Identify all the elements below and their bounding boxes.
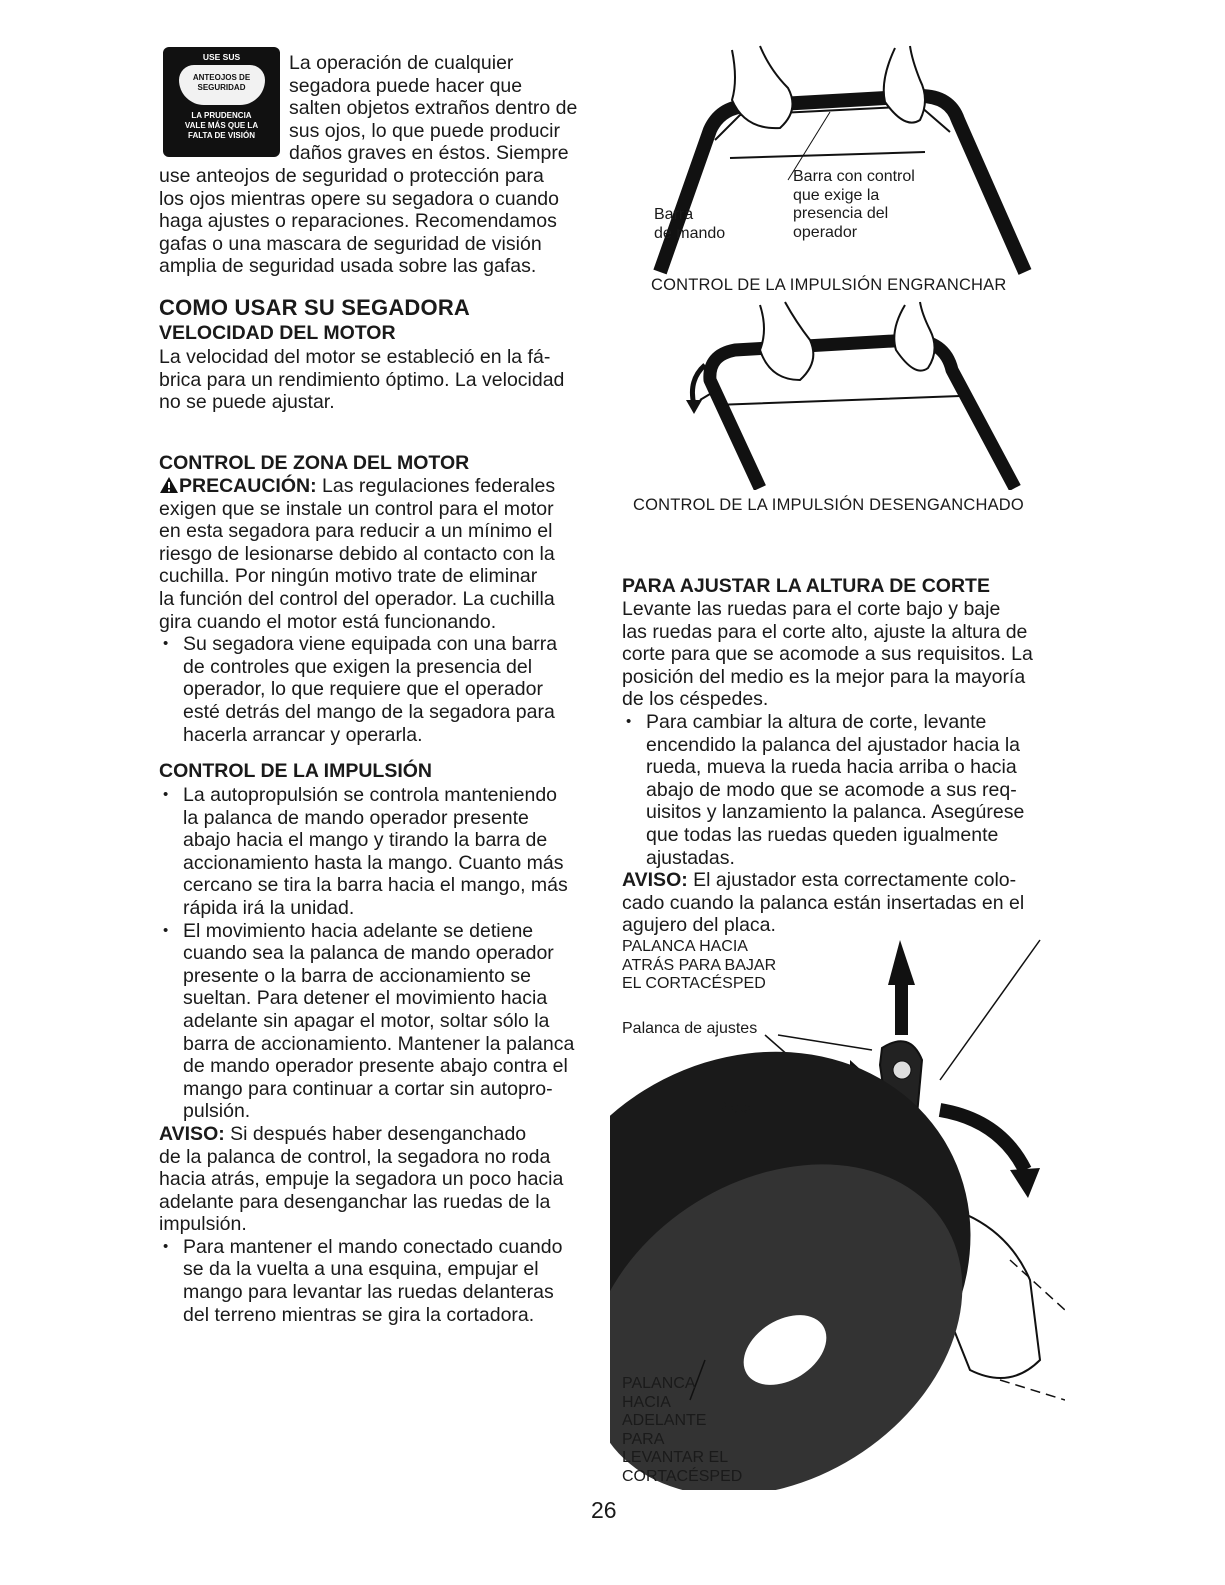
- badge-goggle-text-2: SEGURIDAD: [197, 83, 246, 92]
- text-span: Las regulaciones federales: [316, 475, 556, 497]
- fig3-label-back: [622, 938, 776, 994]
- badge-top-text: USE SUS: [202, 52, 241, 62]
- text-line: de mando: [654, 224, 726, 242]
- text-line: agujero del placa.: [622, 914, 776, 937]
- text-line: PALANCA HACIA: [622, 938, 748, 955]
- velocidad-paragraph: [159, 346, 564, 414]
- fig2-caption: CONTROL DE LA IMPULSIÓN DESENGANCHADO: [633, 496, 1024, 514]
- intro-paragraph: [159, 165, 559, 278]
- text-line: LEVANTAR EL: [622, 1449, 729, 1466]
- badge-bottom-text-3: FALTA DE VISIÓN: [188, 131, 255, 140]
- text-line: La velocidad del motor se estableció en la fá-: [159, 346, 551, 368]
- text-line: hacia atrás, empuje la segadora un poco hacia: [159, 1168, 564, 1191]
- text-line: uisitos y lanzamiento la palanca. Asegúrese: [646, 801, 1025, 824]
- precaucion-label: PRECAUCIÓN:: [179, 475, 317, 497]
- page-number: 26: [591, 1497, 617, 1523]
- text-line: • La autopropulsión se controla manteniendo: [183, 784, 558, 806]
- text-line: ATRÁS PARA BAJAR: [622, 956, 777, 974]
- text-line: de los céspedes.: [622, 688, 769, 711]
- section-title-como-usar: COMO USAR SU SEGADORA: [159, 295, 470, 320]
- text-line: se da la vuelta a una esquina, empujar el: [183, 1258, 539, 1281]
- fig1-label-barra: [654, 206, 725, 243]
- text-line: accionamiento hasta la mango. Cuanto más: [183, 851, 564, 874]
- text-line: mango para levantar las ruedas delanteras: [183, 1281, 554, 1304]
- text-line: adelante sin apagar el motor, soltar sólo la: [183, 1009, 550, 1032]
- text-line: haga ajustes o reparaciones. Recomendamos: [159, 210, 557, 233]
- list-item: [159, 1236, 599, 1326]
- text-line: posición del medio es la mejor para la mayoría: [622, 665, 1026, 688]
- fig1-caption: CONTROL DE LA IMPULSIÓN ENGRANCHAR: [651, 276, 1007, 294]
- text-line: la palanca de mando operador presente: [183, 806, 529, 829]
- text-line: Barra: [654, 206, 694, 223]
- aviso-label: AVISO:: [622, 869, 688, 892]
- text-line: La operación de cualquier: [289, 52, 514, 74]
- text-line: barra de accionamiento. Mantener la palanca: [183, 1032, 575, 1055]
- text-line: del terreno mientras se gira la cortadora.: [183, 1303, 535, 1326]
- text-line: operador, lo que requiere que el operador: [183, 678, 543, 701]
- zona-paragraph: [159, 475, 599, 746]
- intro-beside-badge: [289, 52, 577, 165]
- text-line: use anteojos de seguridad o protección para: [159, 165, 544, 187]
- badge-bottom-text-2: VALE MÁS QUE LA: [184, 121, 259, 130]
- text-line: las ruedas para el corte alto, ajuste la altura de: [622, 620, 1028, 643]
- text-line: abajo de modo que se acomode a sus req-: [646, 778, 1017, 801]
- text-span: El ajustador esta correctamente colo-: [687, 869, 1017, 892]
- text-line: presente o la barra de accionamiento se: [183, 964, 531, 987]
- subsection-title-velocidad: VELOCIDAD DEL MOTOR: [159, 322, 396, 344]
- fig3-label-lever: Palanca de ajustes: [622, 1020, 758, 1037]
- text-line: impulsión.: [159, 1213, 247, 1236]
- text-line: encendido la palanca del ajustador hacia la: [646, 733, 1021, 756]
- text-line: ADELANTE: [622, 1412, 707, 1429]
- badge-bottom-text-1: LA PRUDENCIA: [191, 111, 252, 120]
- text-line: ajustadas.: [646, 846, 735, 869]
- text-line: adelante para desenganchar las ruedas de la: [159, 1190, 551, 1213]
- text-line: de la palanca de control, la segadora no roda: [159, 1145, 551, 1168]
- subsection-title-altura: PARA AJUSTAR LA ALTURA DE CORTE: [622, 575, 990, 597]
- fig3-label-forward: [622, 1375, 742, 1486]
- text-line: la función del control del operador. La cuchilla: [159, 587, 555, 610]
- text-line: gafas o una mascara de seguridad de visión: [159, 232, 542, 255]
- fig3-label-plate: Placa: [716, 1100, 757, 1117]
- text-line: brica para un rendimiento óptimo. La velocidad: [159, 368, 565, 391]
- list-item: [622, 711, 1062, 869]
- text-line: • Para mantener el mando conectado cuando: [183, 1235, 563, 1258]
- fig1-label-operator-bar: [793, 168, 915, 242]
- warning-triangle-icon: [159, 476, 179, 494]
- text-line: sus ojos, lo que puede producir: [289, 119, 561, 142]
- text-line: EL CORTACÉSPED: [622, 975, 766, 992]
- subsection-title-impulsion: CONTROL DE LA IMPULSIÓN: [159, 760, 432, 782]
- text-line: corte para que se acomode a sus requisitos. La: [622, 643, 1033, 666]
- text-line: cado cuando la palanca están insertadas en el: [622, 891, 1025, 914]
- aviso-line: [159, 1123, 599, 1146]
- text-line: no se puede ajustar.: [159, 391, 335, 414]
- text-line: mango para continuar a cortar sin autopro-: [183, 1077, 553, 1100]
- text-line: CORTACÉSPED: [622, 1467, 743, 1485]
- text-line: gira cuando el motor está funcionando.: [159, 610, 497, 633]
- text-line: Levante las ruedas para el corte bajo y baje: [622, 598, 1001, 620]
- impulsion-paragraph: [159, 784, 599, 1326]
- text-line: daños graves en éstos. Siempre: [289, 142, 569, 165]
- altura-paragraph: [622, 598, 1062, 937]
- text-line: presencia del: [793, 205, 889, 222]
- text-line: pulsión.: [183, 1100, 251, 1123]
- text-line: operador: [793, 223, 858, 241]
- text-line: amplia de seguridad usada sobre las gafas.: [159, 255, 537, 278]
- text-line: rueda, mueva la rueda hacia arriba o hacia: [646, 756, 1017, 779]
- text-line: de mando operador presente abajo contra el: [183, 1055, 568, 1078]
- text-line: • El movimiento hacia adelante se detiene: [183, 919, 534, 942]
- text-line: hacerla arrancar y operarla.: [183, 723, 423, 746]
- text-line: cuando sea la palanca de mando operador: [183, 942, 554, 965]
- text-line: riesgo de lesionarse debido al contacto con la: [159, 542, 555, 565]
- text-line: que todas las ruedas queden igualmente: [646, 823, 999, 846]
- text-line: cercano se tira la barra hacia el mango, más: [183, 874, 568, 897]
- text-line: HACIA: [622, 1393, 671, 1411]
- drive-disengaged-illustration: [660, 300, 1030, 490]
- text-line: abajo hacia el mango y tirando la barra de: [183, 829, 548, 852]
- text-line: que exige la: [793, 186, 880, 204]
- text-span: Si después haber desenganchado: [224, 1122, 527, 1145]
- text-line: PARA: [622, 1430, 665, 1448]
- text-line: segadora puede hacer que: [289, 74, 523, 97]
- text-line: en esta segadora para reducir a un mínimo el: [159, 520, 553, 543]
- aviso-line: [622, 869, 1062, 892]
- text-line: • Para cambiar la altura de corte, levante: [646, 710, 987, 733]
- subsection-title-zona: CONTROL DE ZONA DEL MOTOR: [159, 452, 470, 474]
- text-line: salten objetos extraños dentro de: [289, 97, 578, 120]
- list-item: [159, 784, 599, 920]
- precaucion-line: [159, 475, 599, 498]
- goggles-icon: [179, 65, 265, 105]
- text-line: • Su segadora viene equipada con una barra: [183, 633, 558, 656]
- text-line: de controles que exigen la presencia del: [183, 655, 533, 678]
- text-line: rápida irá la unidad.: [183, 896, 355, 919]
- text-line: Barra con control: [793, 168, 915, 185]
- list-item: [159, 920, 599, 1123]
- aviso-label: AVISO:: [159, 1122, 225, 1145]
- text-line: cuchilla. Por ningún motivo trate de eliminar: [159, 565, 538, 588]
- safety-glasses-badge: [163, 47, 280, 157]
- badge-goggle-text-1: ANTEOJOS DE: [192, 73, 251, 82]
- text-line: esté detrás del mango de la segadora para: [183, 700, 555, 723]
- text-line: los ojos mientras opere su segadora o cuando: [159, 187, 559, 210]
- text-line: PALANCA: [622, 1375, 696, 1392]
- list-item: [159, 633, 599, 746]
- text-line: sueltan. Para detener el movimiento hacia: [183, 987, 548, 1010]
- text-line: exigen que se instale un control para el motor: [159, 497, 554, 520]
